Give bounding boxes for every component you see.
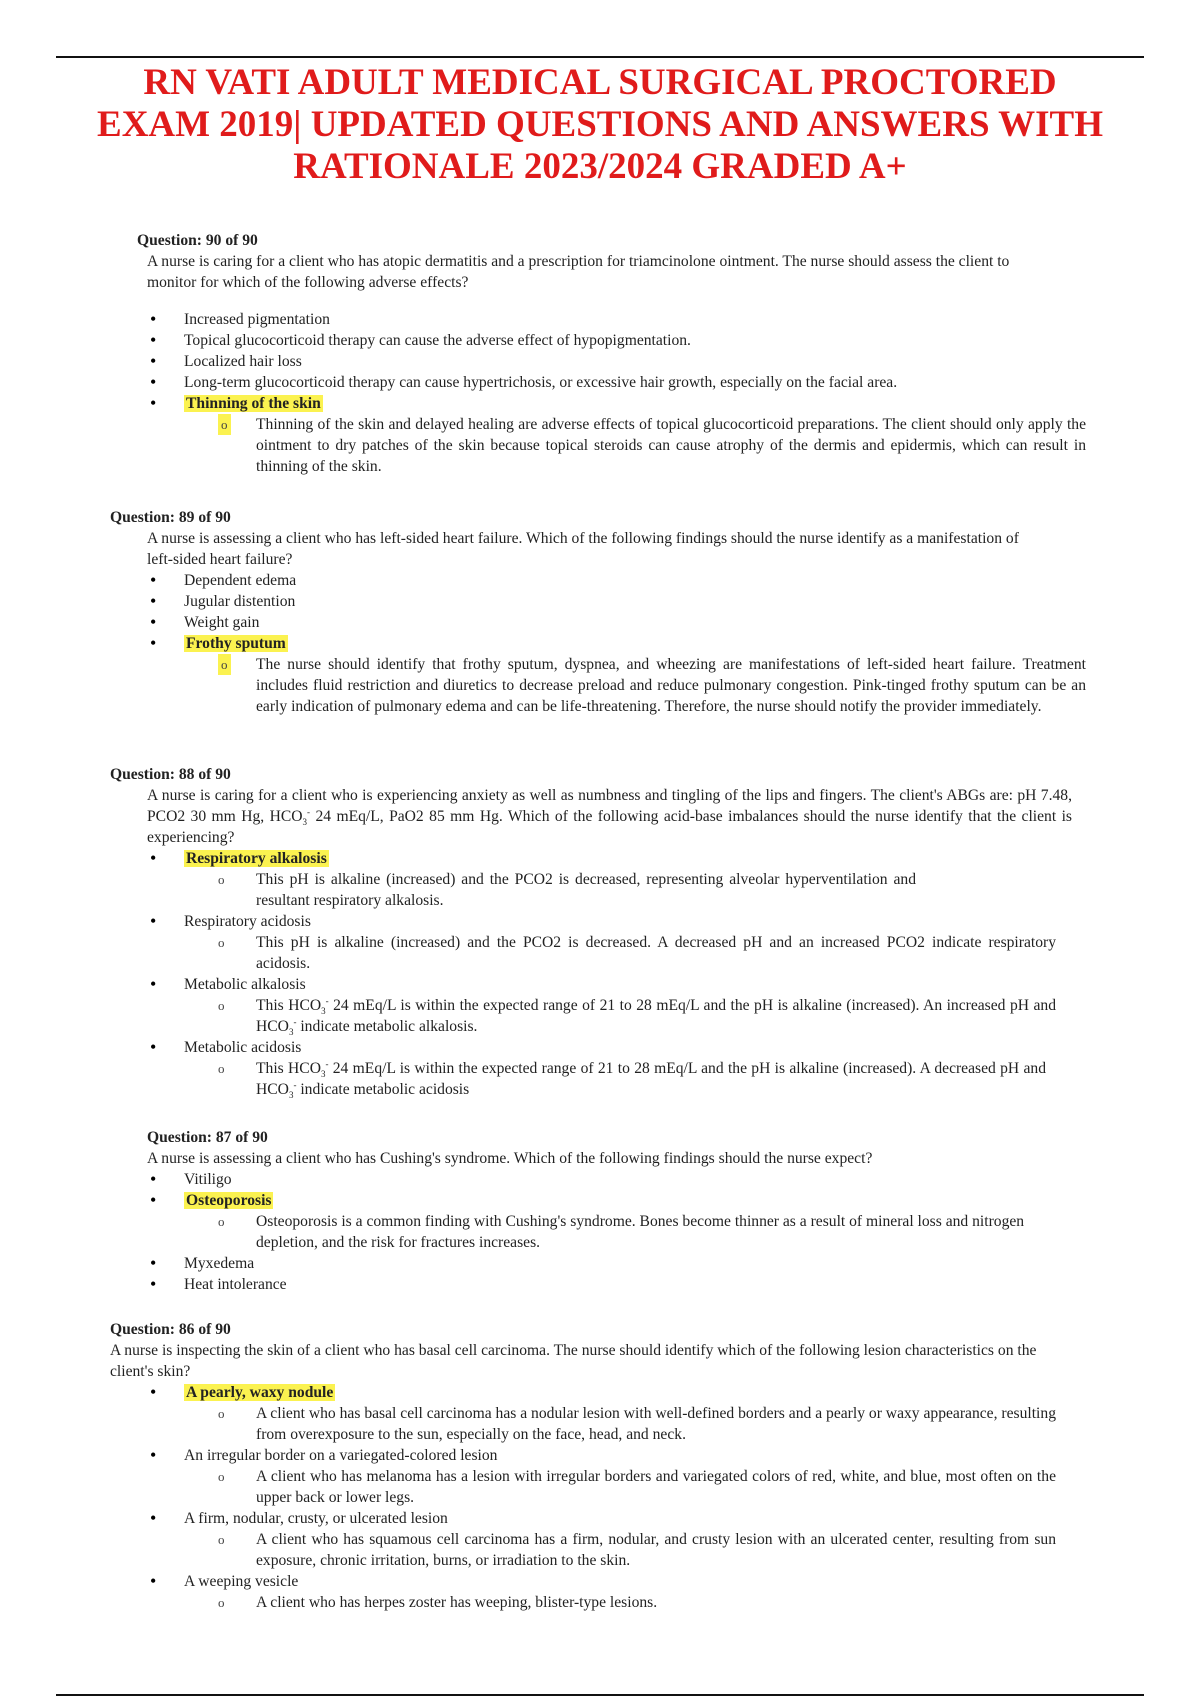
option-item: • Topical glucocorticoid therapy can cause the adverse effect of hypopigmentation. [150, 330, 1030, 351]
rationale: o A client who has squamous cell carcinoma has a firm, nodular, and crusty lesion with an ulcerated center, resulting from sun exposure, chronic irritation, burns, or irradiation to the skin. [218, 1531, 1056, 1569]
question-stem: A nurse is assessing a client who has left-sided heart failure. Which of the following findings should the nurse identify as a manifestation of left-sided heart failure? [147, 530, 1019, 568]
rationale: o A client who has melanoma has a lesion with irregular borders and variegated colors of red, white, and blue, most often on the upper back or lower legs. [218, 1468, 1056, 1506]
document-title [60, 62, 1140, 188]
option-item: • Myxedema [150, 1253, 1030, 1274]
option-item: • Long-term glucocorticoid therapy can cause hypertrichosis, or excessive hair growth, especially on the facial area. [150, 372, 1030, 393]
question-heading: Question: 88 of 90 [110, 766, 231, 783]
option-item: • A firm, nodular, crusty, or ulcerated lesion o A client who has squamous cell carcinoma has a firm, nodular, and crusty lesion with an ulcerated center, resulting from sun exposure, chronic irritation, burns, or irradiation to the skin. [150, 1508, 1030, 1571]
circle-bullet-icon: o [218, 1595, 225, 1610]
rationale: o A client who has basal cell carcinoma has a nodular lesion with well-defined borders and a pearly or waxy appearance, resulting from overexposure to the sun, especially on the face, head, and neck. [218, 1405, 1056, 1443]
option-item: • Jugular distention [150, 591, 1030, 612]
question-heading: Question: 89 of 90 [110, 509, 231, 526]
title-line-3: RATIONALE 2023/2024 GRADED A+ [293, 146, 907, 187]
option-item: • Vitiligo [150, 1169, 1030, 1190]
option-list [150, 1382, 1056, 1613]
option-item-correct: • Frothy sputum o The nurse should identify that frothy sputum, dyspnea, and wheezing are manifestations of left-sided heart failure. Treatment includes fluid restriction and diuretics to decrease preload and reduce pulmonary congestion. Pink-tinged frothy sputum can be an early indication of pulmonary edema and can be life-threatening. Therefore, the nurse should notify the provider immediately. [150, 633, 1030, 717]
rationale: o Osteoporosis is a common finding with Cushing's syndrome. Bones become thinner as a result of mineral loss and nitrogen depletion, and the risk for fractures increases. [218, 1213, 1025, 1251]
rationale: o This pH is alkaline (increased) and the PCO2 is decreased, representing alveolar hyperventilation and resultant respiratory alkalosis. [218, 871, 916, 909]
bottom-rule [56, 1694, 1144, 1696]
rationale: o This pH is alkaline (increased) and the PCO2 is decreased. A decreased pH and an increased PCO2 indicate respiratory acidosis. [218, 934, 1056, 972]
option-list [150, 570, 1086, 717]
question-stem: A nurse is caring for a client who has atopic dermatitis and a prescription for triamcinolone ointment. The nurse should assess the client to monitor for which of the following adverse effects? [147, 253, 1010, 291]
circle-bullet-icon: o [218, 654, 231, 675]
option-item-correct: • Respiratory alkalosis o This pH is alkaline (increased) and the PCO2 is decreased, representing alveolar hyperventilation and resultant respiratory alkalosis. [150, 848, 1030, 911]
question-block [0, 230, 1200, 477]
title-line-2: EXAM 2019| UPDATED QUESTIONS AND ANSWERS WITH [97, 104, 1103, 145]
question-stem: A nurse is inspecting the skin of a client who has basal cell carcinoma. The nurse should identify which of the following lesion characteristics on the client's skin? [110, 1342, 1037, 1380]
option-item: • Metabolic acidosis o This $HCO_3^-$ 24 mEq/L is within the expected range of 21 to 28 mEq/L and the pH is alkaline (increased). A decreased pH and $HCO_3^-$ indicate metabolic acidosis [150, 1037, 1030, 1100]
circle-bullet-icon: o [218, 998, 225, 1013]
question-block [0, 1319, 1200, 1613]
question-block [0, 1127, 1200, 1295]
option-item: • An irregular border on a variegated-colored lesion o A client who has melanoma has a lesion with irregular borders and variegated colors of red, white, and blue, most often on the upper back or lower legs. [150, 1445, 1030, 1508]
circle-bullet-icon: o [218, 1532, 225, 1547]
option-item-correct: • A pearly, waxy nodule o A client who has basal cell carcinoma has a nodular lesion with well-defined borders and a pearly or waxy appearance, resulting from overexposure to the sun, especially on the face, head, and neck. [150, 1382, 1030, 1445]
option-item: • Increased pigmentation [150, 309, 1030, 330]
option-item: • Localized hair loss [150, 351, 1030, 372]
rationale: o This $HCO_3^-$ 24 mEq/L is within the expected range of 21 to 28 mEq/L and the pH is alkaline (increased). An increased pH and $HCO_3^-$ indicate metabolic alkalosis. [218, 995, 1056, 1038]
option-item-correct: • Thinning of the skin o Thinning of the skin and delayed healing are adverse effects of topical glucocorticoid preparations. The client should only apply the ointment to dry patches of the skin because topical steroids can cause atrophy of the dermis and epidermis, which can result in thinning of the skin. [150, 393, 1030, 477]
question-block [0, 764, 1200, 1100]
option-item: • Dependent edema [150, 570, 1030, 591]
option-item: • Metabolic alkalosis o This $HCO_3^-$ 24 mEq/L is within the expected range of 21 to 28 mEq/L and the pH is alkaline (increased). An increased pH and $HCO_3^-$ indicate metabolic alkalosis. [150, 974, 1030, 1037]
option-list [150, 309, 1086, 477]
question-heading: Question: 87 of 90 [147, 1129, 268, 1146]
title-line-1: RN VATI ADULT MEDICAL SURGICAL PROCTORED [143, 62, 1057, 103]
option-item: • Respiratory acidosis o This pH is alkaline (increased) and the PCO2 is decreased. A decreased pH and an increased PCO2 indicate respiratory acidosis. [150, 911, 1030, 974]
rationale: o Thinning of the skin and delayed healing are adverse effects of topical glucocorticoid preparations. The client should only apply the ointment to dry patches of the skin because topical steroids can cause atrophy of the dermis and epidermis, which can result in thinning of the skin. [184, 414, 1086, 477]
circle-bullet-icon: o [218, 1061, 225, 1076]
question-stem: A nurse is assessing a client who has Cushing's syndrome. Which of the following findings should the nurse expect? [147, 1150, 873, 1167]
circle-bullet-icon: o [218, 935, 225, 950]
question-block [0, 507, 1200, 717]
circle-bullet-icon: o [218, 414, 231, 435]
option-item: • Weight gain [150, 612, 1030, 633]
circle-bullet-icon: o [218, 872, 225, 887]
option-item: • Heat intolerance [150, 1274, 1030, 1295]
option-item: • A weeping vesicle o A client who has herpes zoster has weeping, blister-type lesions. [150, 1571, 1030, 1613]
rationale: o The nurse should identify that frothy sputum, dyspnea, and wheezing are manifestations of left-sided heart failure. Treatment includes fluid restriction and diuretics to decrease preload and reduce pulmonary congestion. Pink-tinged frothy sputum can be an early indication of pulmonary edema and can be life-threatening. Therefore, the nurse should notify the provider immediately. [184, 654, 1086, 717]
circle-bullet-icon: o [218, 1469, 225, 1484]
question-heading: Question: 90 of 90 [137, 232, 258, 249]
question-heading: Question: 86 of 90 [110, 1321, 231, 1338]
rationale: o This $HCO_3^-$ 24 mEq/L is within the expected range of 21 to 28 mEq/L and the pH is alkaline (increased). A decreased pH and $HCO_3^-$ indicate metabolic acidosis [218, 1058, 1046, 1101]
option-item-correct: • Osteoporosis o Osteoporosis is a common finding with Cushing's syndrome. Bones become thinner as a result of mineral loss and nitrogen depletion, and the risk for fractures increases. [150, 1190, 1030, 1253]
question-stem: A nurse is caring for a client who is experiencing anxiety as well as numbness and tingling of the lips and fingers. The client's ABGs are: pH 7.48, PCO2 30 mm Hg, $HCO_3^-$ 24 mEq/L, PaO2 85 mm Hg. Which of the following acid-base imbalances should the nurse identify that the client is experiencing? [147, 787, 1072, 846]
rationale: o A client who has herpes zoster has weeping, blister-type lesions. [218, 1594, 658, 1611]
circle-bullet-icon: o [218, 1406, 225, 1421]
top-rule [56, 56, 1144, 58]
circle-bullet-icon: o [218, 1214, 225, 1229]
option-list [150, 848, 1056, 1101]
option-list [150, 1169, 1030, 1295]
